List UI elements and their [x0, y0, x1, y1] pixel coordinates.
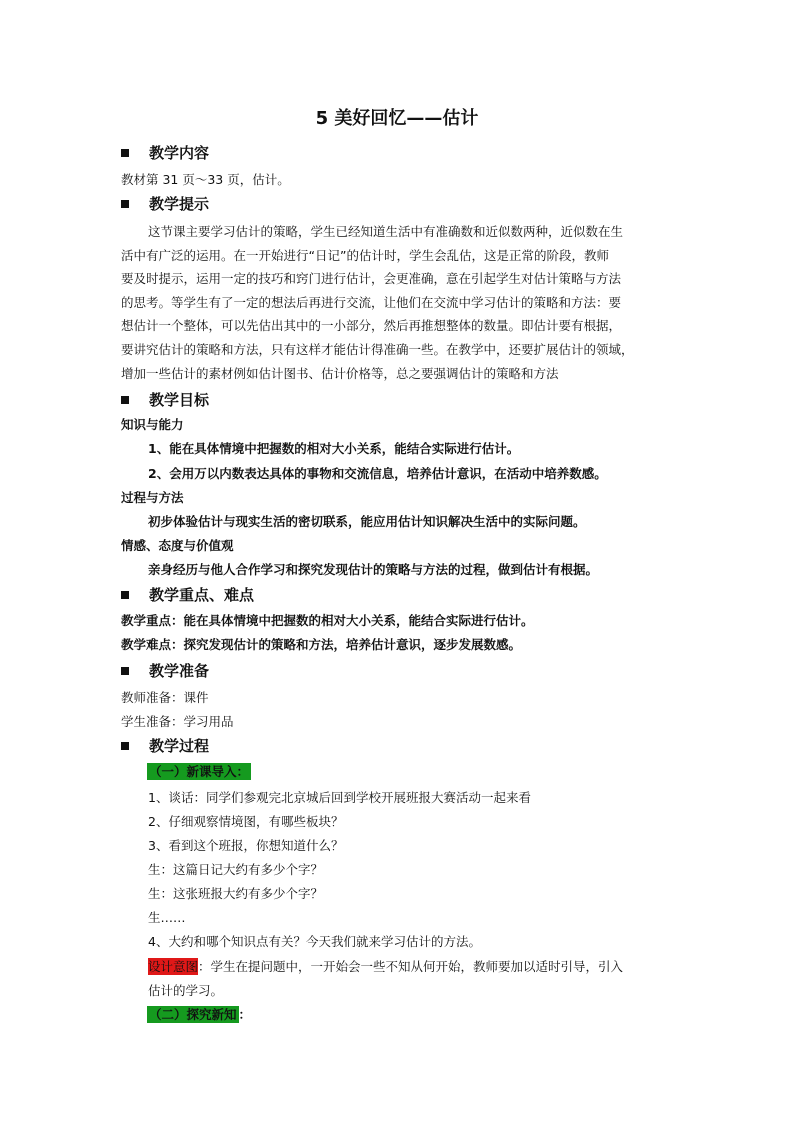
design-intent-text: ：学生在提问题中，一开始会一些不知从何开始，教师要加以适时引导，引入 — [198, 959, 624, 974]
process-line: 生：这篇日记大约有多少个字？ — [148, 862, 324, 877]
knowledge-item: 1、能在具体情境中把握数的相对大小关系，能结合实际进行估计。 — [148, 441, 520, 456]
heading-process: 教学过程 — [121, 736, 209, 756]
emotion-text: 亲身经历与他人合作学习和探究发现估计的策略与方法的过程，做到估计有根据。 — [148, 562, 599, 577]
tips-line: 活中有广泛的运用。在一开始进行“日记”的估计时，学生会乱估，这是正常的阶段，教师 — [121, 247, 609, 263]
process-line: 1、谈话：同学们参观完北京城后回到学校开展班报大赛活动一起来看 — [148, 790, 531, 805]
content-text: 教材第 31 页～33 页，估计。 — [121, 172, 290, 187]
square-bullet-icon — [121, 396, 129, 404]
tips-line: 增加一些估计的素材例如估计图书、估计价格等，总之要强调估计的策略和方法 — [121, 365, 559, 381]
process-line: 生…… — [148, 910, 186, 925]
design-intent-label: 设计意图 — [148, 959, 199, 974]
difficulty-text: 教学难点：探究发现估计的策略和方法，培养估计意识，逐步发展数感。 — [121, 637, 522, 652]
process-line: 4、大约和哪个知识点有关？今天我们就来学习估计的方法。 — [148, 934, 481, 949]
document-title: 5 美好回忆——估计 — [315, 108, 479, 129]
heading-tips: 教学提示 — [121, 194, 209, 214]
design-intent-text-cont: 估计的学习。 — [148, 983, 224, 998]
process-label: 过程与方法 — [121, 490, 184, 505]
emotion-label: 情感、态度与价值观 — [121, 538, 234, 553]
part2-label-row — [147, 1006, 251, 1024]
part2-label: （二）探究新知 — [149, 1007, 237, 1022]
square-bullet-icon — [121, 149, 129, 157]
tips-line: 要讲究估计的策略和方法，只有这样才能估计得准确一些。在教学中，还要扩展估计的领域， — [121, 341, 634, 357]
part2-suffix: ： — [238, 1007, 252, 1022]
heading-goals: 教学目标 — [121, 390, 209, 410]
knowledge-item: 2、会用万以内数表达具体的事物和交流信息，培养估计意识，在活动中培养数感。 — [148, 466, 607, 481]
square-bullet-icon — [121, 742, 129, 750]
part1-label: （一）新课导入： — [149, 764, 250, 779]
process-line: 2、仔细观察情境图，有哪些板块？ — [148, 814, 344, 829]
process-line: 生：这张班报大约有多少个字？ — [148, 886, 324, 901]
design-intent-row — [148, 958, 623, 976]
teacher-prep: 教师准备：课件 — [121, 690, 209, 705]
student-prep: 学生准备：学习用品 — [121, 714, 234, 729]
square-bullet-icon — [121, 200, 129, 208]
knowledge-label: 知识与能力 — [121, 417, 184, 432]
tips-line: 的思考。等学生有了一定的想法后再进行交流，让他们在交流中学习估计的策略和方法：要 — [121, 294, 622, 310]
tips-paragraph — [121, 220, 681, 385]
process-text: 初步体验估计与现实生活的密切联系，能应用估计知识解决生活中的实际问题。 — [148, 514, 586, 529]
part1-label-row — [147, 763, 251, 781]
heading-preparation: 教学准备 — [121, 661, 209, 681]
square-bullet-icon — [121, 667, 129, 675]
process-line: 3、看到这个班报，你想知道什么？ — [148, 838, 344, 853]
tips-line: 要及时提示，运用一定的技巧和窍门进行估计，会更准确，意在引起学生对估计策略与方法 — [121, 271, 622, 287]
tips-line: 想估计一个整体，可以先估出其中的一小部分，然后再推想整体的数量。即估计要有根据， — [121, 318, 622, 334]
square-bullet-icon — [121, 591, 129, 599]
heading-key-points: 教学重点、难点 — [121, 585, 254, 605]
key-point-text: 教学重点：能在具体情境中把握数的相对大小关系，能结合实际进行估计。 — [121, 613, 534, 628]
tips-line: 这节课主要学习估计的策略，学生已经知道生活中有准确数和近似数两种，近似数在生 — [148, 224, 624, 239]
heading-content: 教学内容 — [121, 143, 209, 163]
